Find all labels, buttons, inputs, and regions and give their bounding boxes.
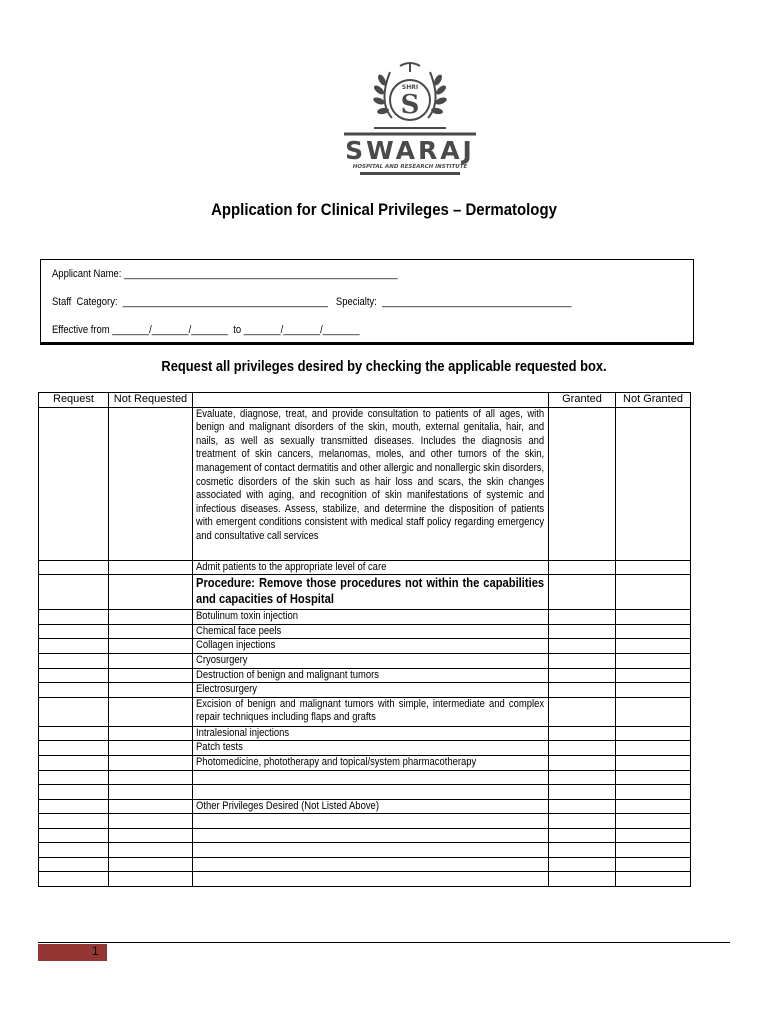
request-checkbox-cell[interactable] bbox=[39, 697, 109, 726]
not-requested-checkbox-cell[interactable] bbox=[109, 624, 193, 639]
privilege-description[interactable] bbox=[193, 843, 549, 858]
table-row bbox=[39, 575, 691, 610]
privilege-description: Photomedicine, phototherapy and topical/system pharmacotherapy bbox=[193, 755, 549, 770]
not-requested-checkbox-cell[interactable] bbox=[109, 683, 193, 698]
granted-checkbox-cell[interactable] bbox=[549, 770, 616, 785]
page-title: Application for Clinical Privileges – Dermatology bbox=[211, 200, 557, 219]
applicant-name-field[interactable]: Applicant Name: ____________________________________________________ bbox=[52, 268, 398, 280]
privilege-description[interactable] bbox=[193, 814, 549, 829]
logo-top-text: SHRI bbox=[401, 84, 419, 91]
hospital-logo bbox=[330, 58, 490, 184]
privileges-table bbox=[38, 392, 691, 887]
granted-checkbox-cell[interactable] bbox=[549, 560, 616, 575]
request-checkbox-cell[interactable] bbox=[39, 785, 109, 800]
granted-checkbox-cell[interactable] bbox=[549, 843, 616, 858]
header-granted: Granted bbox=[549, 393, 616, 408]
not-requested-checkbox-cell[interactable] bbox=[109, 814, 193, 829]
request-checkbox-cell[interactable] bbox=[39, 755, 109, 770]
staff-category-specialty-field[interactable]: Staff Category: _______________________________________ Specialty: ____________________________________ bbox=[52, 296, 572, 308]
table-row bbox=[39, 624, 691, 639]
not-requested-checkbox-cell[interactable] bbox=[109, 755, 193, 770]
table-row bbox=[39, 726, 691, 741]
privilege-description: Botulinum toxin injection bbox=[193, 610, 549, 625]
table-row bbox=[39, 610, 691, 625]
table-row bbox=[39, 653, 691, 668]
table-row bbox=[39, 872, 691, 887]
request-checkbox-cell[interactable] bbox=[39, 624, 109, 639]
privilege-description: Patch tests bbox=[193, 741, 549, 756]
request-checkbox-cell[interactable] bbox=[39, 799, 109, 814]
request-checkbox-cell[interactable] bbox=[39, 407, 109, 560]
table-row bbox=[39, 639, 691, 654]
request-checkbox-cell[interactable] bbox=[39, 610, 109, 625]
not-requested-checkbox-cell[interactable] bbox=[109, 726, 193, 741]
not-requested-checkbox-cell[interactable] bbox=[109, 828, 193, 843]
granted-checkbox-cell[interactable] bbox=[549, 639, 616, 654]
request-checkbox-cell[interactable] bbox=[39, 770, 109, 785]
granted-checkbox-cell[interactable] bbox=[549, 668, 616, 683]
not-granted-checkbox-cell[interactable] bbox=[616, 785, 691, 800]
logo-name: SWARAJ bbox=[345, 136, 475, 165]
table-row bbox=[39, 857, 691, 872]
not-granted-checkbox-cell[interactable] bbox=[616, 610, 691, 625]
granted-checkbox-cell[interactable] bbox=[549, 624, 616, 639]
not-granted-checkbox-cell[interactable] bbox=[616, 741, 691, 756]
granted-checkbox-cell[interactable] bbox=[549, 653, 616, 668]
granted-checkbox-cell[interactable] bbox=[549, 697, 616, 726]
not-requested-checkbox-cell[interactable] bbox=[109, 799, 193, 814]
not-granted-checkbox-cell[interactable] bbox=[616, 668, 691, 683]
logo-monogram: S bbox=[400, 90, 420, 120]
header-request: Request bbox=[39, 393, 109, 408]
table-row bbox=[39, 770, 691, 785]
granted-checkbox-cell[interactable] bbox=[549, 755, 616, 770]
granted-checkbox-cell[interactable] bbox=[549, 741, 616, 756]
table-row bbox=[39, 814, 691, 829]
request-checkbox-cell[interactable] bbox=[39, 814, 109, 829]
privilege-description[interactable] bbox=[193, 872, 549, 887]
privilege-description[interactable] bbox=[193, 785, 549, 800]
granted-checkbox-cell[interactable] bbox=[549, 610, 616, 625]
granted-checkbox-cell[interactable] bbox=[549, 814, 616, 829]
not-requested-checkbox-cell[interactable] bbox=[109, 407, 193, 560]
privilege-description: Electrosurgery bbox=[193, 683, 549, 698]
request-checkbox-cell[interactable] bbox=[39, 668, 109, 683]
not-granted-checkbox-cell[interactable] bbox=[616, 575, 691, 610]
logo-tagline: HOSPITAL AND RESEARCH INSTITUTE bbox=[352, 164, 468, 170]
table-row bbox=[39, 560, 691, 575]
privilege-description: Chemical face peels bbox=[193, 624, 549, 639]
not-granted-checkbox-cell[interactable] bbox=[616, 755, 691, 770]
table-header-row bbox=[39, 393, 691, 408]
not-granted-checkbox-cell[interactable] bbox=[616, 697, 691, 726]
table-row bbox=[39, 683, 691, 698]
instruction-heading: Request all privileges desired by checking the applicable requested box. bbox=[161, 358, 607, 375]
not-granted-checkbox-cell[interactable] bbox=[616, 407, 691, 560]
request-checkbox-cell[interactable] bbox=[39, 828, 109, 843]
request-checkbox-cell[interactable] bbox=[39, 726, 109, 741]
not-requested-checkbox-cell[interactable] bbox=[109, 785, 193, 800]
granted-checkbox-cell[interactable] bbox=[549, 799, 616, 814]
privilege-description[interactable] bbox=[193, 770, 549, 785]
effective-dates-field[interactable]: Effective from _______/_______/_______ to _______/_______/_______ bbox=[52, 324, 360, 336]
header-not-granted: Not Granted bbox=[616, 393, 691, 408]
table-row bbox=[39, 785, 691, 800]
not-requested-checkbox-cell[interactable] bbox=[109, 575, 193, 610]
header-privilege bbox=[193, 393, 549, 408]
privilege-description: Intralesional injections bbox=[193, 726, 549, 741]
granted-checkbox-cell[interactable] bbox=[549, 407, 616, 560]
header-not-requested: Not Requested bbox=[109, 393, 193, 408]
privilege-description: Cryosurgery bbox=[193, 653, 549, 668]
not-requested-checkbox-cell[interactable] bbox=[109, 610, 193, 625]
footer-divider bbox=[38, 942, 730, 943]
not-requested-checkbox-cell[interactable] bbox=[109, 770, 193, 785]
not-requested-checkbox-cell[interactable] bbox=[109, 857, 193, 872]
not-granted-checkbox-cell[interactable] bbox=[616, 683, 691, 698]
table-row bbox=[39, 755, 691, 770]
not-requested-checkbox-cell[interactable] bbox=[109, 697, 193, 726]
page-number: 1 bbox=[92, 944, 99, 958]
other-privileges-label: Other Privileges Desired (Not Listed Above) bbox=[193, 799, 549, 814]
not-requested-checkbox-cell[interactable] bbox=[109, 872, 193, 887]
request-checkbox-cell[interactable] bbox=[39, 741, 109, 756]
request-checkbox-cell[interactable] bbox=[39, 843, 109, 858]
granted-checkbox-cell[interactable] bbox=[549, 828, 616, 843]
not-granted-checkbox-cell[interactable] bbox=[616, 770, 691, 785]
not-granted-checkbox-cell[interactable] bbox=[616, 828, 691, 843]
logo-emblem-icon bbox=[330, 58, 490, 184]
procedure-heading: Procedure: Remove those procedures not within the capabilities and capacities of Hospital bbox=[193, 575, 549, 610]
privilege-description: Evaluate, diagnose, treat, and provide consultation to patients of all ages, with benign and malignant disorders of the skin, mouth, external genitalia, hair, and nails, as well as sexually transmitted diseases. Includes the diagnosis and treatment of skin cancers, melanomas, moles, and other tumors of the skin, management of contact dermatitis and other allergic and nonallergic skin disorders, cosmetic disorders of the skin such as hair loss and scars, the skin changes associated with aging, and recognition of skin manifestations of systemic and infectious diseases. Assess, stabilize, and determine the disposition of patients with emergent conditions consistent with medical staff policy regarding emergency and consultative call services bbox=[193, 407, 549, 560]
not-granted-checkbox-cell[interactable] bbox=[616, 843, 691, 858]
not-granted-checkbox-cell[interactable] bbox=[616, 799, 691, 814]
not-requested-checkbox-cell[interactable] bbox=[109, 653, 193, 668]
table-row bbox=[39, 828, 691, 843]
request-checkbox-cell[interactable] bbox=[39, 857, 109, 872]
table-row bbox=[39, 799, 691, 814]
request-checkbox-cell[interactable] bbox=[39, 639, 109, 654]
not-requested-checkbox-cell[interactable] bbox=[109, 639, 193, 654]
not-granted-checkbox-cell[interactable] bbox=[616, 872, 691, 887]
granted-checkbox-cell[interactable] bbox=[549, 575, 616, 610]
granted-checkbox-cell[interactable] bbox=[549, 857, 616, 872]
privilege-description: Destruction of benign and malignant tumors bbox=[193, 668, 549, 683]
not-requested-checkbox-cell[interactable] bbox=[109, 741, 193, 756]
table-row bbox=[39, 697, 691, 726]
privilege-description: Excision of benign and malignant tumors with simple, intermediate and complex repair techniques including flaps and grafts bbox=[193, 697, 549, 726]
not-granted-checkbox-cell[interactable] bbox=[616, 560, 691, 575]
not-granted-checkbox-cell[interactable] bbox=[616, 653, 691, 668]
table-row bbox=[39, 741, 691, 756]
not-granted-checkbox-cell[interactable] bbox=[616, 639, 691, 654]
request-checkbox-cell[interactable] bbox=[39, 683, 109, 698]
granted-checkbox-cell[interactable] bbox=[549, 872, 616, 887]
not-requested-checkbox-cell[interactable] bbox=[109, 843, 193, 858]
not-granted-checkbox-cell[interactable] bbox=[616, 726, 691, 741]
table-row bbox=[39, 668, 691, 683]
request-checkbox-cell[interactable] bbox=[39, 872, 109, 887]
privilege-description[interactable] bbox=[193, 828, 549, 843]
not-granted-checkbox-cell[interactable] bbox=[616, 624, 691, 639]
request-checkbox-cell[interactable] bbox=[39, 653, 109, 668]
table-row bbox=[39, 407, 691, 560]
table-row bbox=[39, 843, 691, 858]
granted-checkbox-cell[interactable] bbox=[549, 683, 616, 698]
not-requested-checkbox-cell[interactable] bbox=[109, 668, 193, 683]
not-granted-checkbox-cell[interactable] bbox=[616, 857, 691, 872]
applicant-info-box bbox=[40, 259, 694, 343]
privilege-description: Collagen injections bbox=[193, 639, 549, 654]
privilege-description[interactable] bbox=[193, 857, 549, 872]
request-checkbox-cell[interactable] bbox=[39, 575, 109, 610]
privilege-description: Admit patients to the appropriate level of care bbox=[193, 560, 549, 575]
granted-checkbox-cell[interactable] bbox=[549, 785, 616, 800]
not-requested-checkbox-cell[interactable] bbox=[109, 560, 193, 575]
not-granted-checkbox-cell[interactable] bbox=[616, 814, 691, 829]
request-checkbox-cell[interactable] bbox=[39, 560, 109, 575]
granted-checkbox-cell[interactable] bbox=[549, 726, 616, 741]
